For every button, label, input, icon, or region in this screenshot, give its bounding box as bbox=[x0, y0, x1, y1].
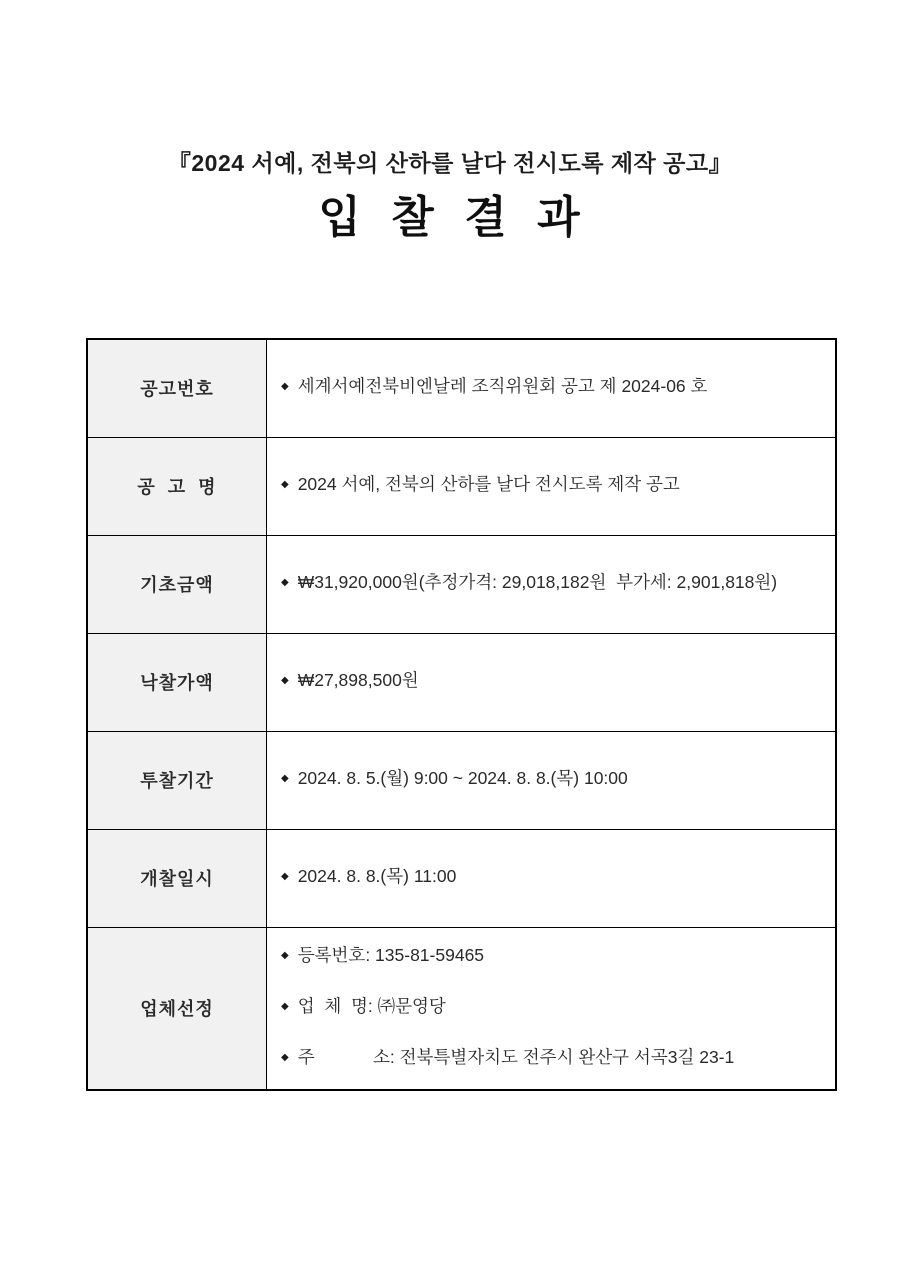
table-row-winning-price bbox=[87, 633, 836, 731]
content-line bbox=[281, 867, 823, 889]
content-text: ₩27,898,500원 bbox=[297, 670, 419, 690]
row-content bbox=[267, 633, 837, 731]
content-line bbox=[281, 769, 823, 791]
row-content bbox=[267, 339, 837, 437]
diamond-bullet-icon: ◆ bbox=[281, 675, 289, 686]
content-text: 세계서예전북비엔날레 조직위원회 공고 제 2024-06 호 bbox=[297, 376, 708, 397]
table-row-bidding-period bbox=[87, 731, 836, 829]
content-line bbox=[281, 573, 823, 595]
table-row-announcement-number bbox=[87, 339, 836, 437]
content-line bbox=[281, 377, 823, 399]
content-text: 등록번호: 135-81-59465 bbox=[297, 945, 485, 966]
content-text: ₩31,920,000원(추정가격: 29,018,182원 부가세: 2,901,818원) bbox=[297, 572, 778, 592]
content-text: 업 체 명: ㈜문영당 bbox=[297, 996, 446, 1017]
row-content bbox=[267, 437, 837, 535]
row-label: 공 고 명 bbox=[87, 437, 267, 535]
page-title: 입 찰 결 과 bbox=[318, 193, 582, 242]
content-line bbox=[281, 946, 823, 968]
content-text: 주 소: 전북특별자치도 전주시 완산구 서곡3길 23-1 bbox=[297, 1047, 735, 1068]
row-content bbox=[267, 731, 837, 829]
diamond-bullet-icon: ◆ bbox=[281, 1052, 289, 1064]
content-line bbox=[281, 997, 823, 1019]
row-label: 공고번호 bbox=[87, 339, 267, 437]
content-text: 2024 서예, 전북의 산하를 날다 전시도록 제작 공고 bbox=[297, 474, 680, 494]
content-text: 2024. 8. 8.(목) 11:00 bbox=[297, 866, 457, 886]
table-row-opening-datetime bbox=[87, 829, 836, 927]
content-line bbox=[281, 1048, 823, 1070]
diamond-bullet-icon: ◆ bbox=[281, 381, 289, 393]
row-label: 개찰일시 bbox=[87, 829, 267, 927]
table-row-base-amount bbox=[87, 535, 836, 633]
announcement-subtitle: 『2024 서예, 전북의 산하를 날다 전시도록 제작 공고』 bbox=[167, 150, 733, 176]
content-line bbox=[281, 475, 823, 497]
row-label: 투찰기간 bbox=[87, 731, 267, 829]
row-label: 기초금액 bbox=[87, 535, 267, 633]
row-label: 낙찰가액 bbox=[87, 633, 267, 731]
content-text: 2024. 8. 5.(월) 9:00 ~ 2024. 8. 8.(목) 10:00 bbox=[297, 768, 628, 788]
bid-result-table bbox=[86, 338, 837, 1091]
diamond-bullet-icon: ◆ bbox=[281, 1001, 289, 1013]
table-row-announcement-name bbox=[87, 437, 836, 535]
diamond-bullet-icon: ◆ bbox=[281, 773, 289, 784]
row-content bbox=[267, 927, 837, 1090]
diamond-bullet-icon: ◆ bbox=[281, 577, 289, 588]
row-content bbox=[267, 829, 837, 927]
diamond-bullet-icon: ◆ bbox=[281, 871, 289, 882]
diamond-bullet-icon: ◆ bbox=[281, 479, 289, 490]
content-line bbox=[281, 671, 823, 693]
row-label: 업체선정 bbox=[87, 927, 267, 1090]
row-content bbox=[267, 535, 837, 633]
diamond-bullet-icon: ◆ bbox=[281, 950, 289, 962]
table-row-selected-company bbox=[87, 927, 836, 1090]
